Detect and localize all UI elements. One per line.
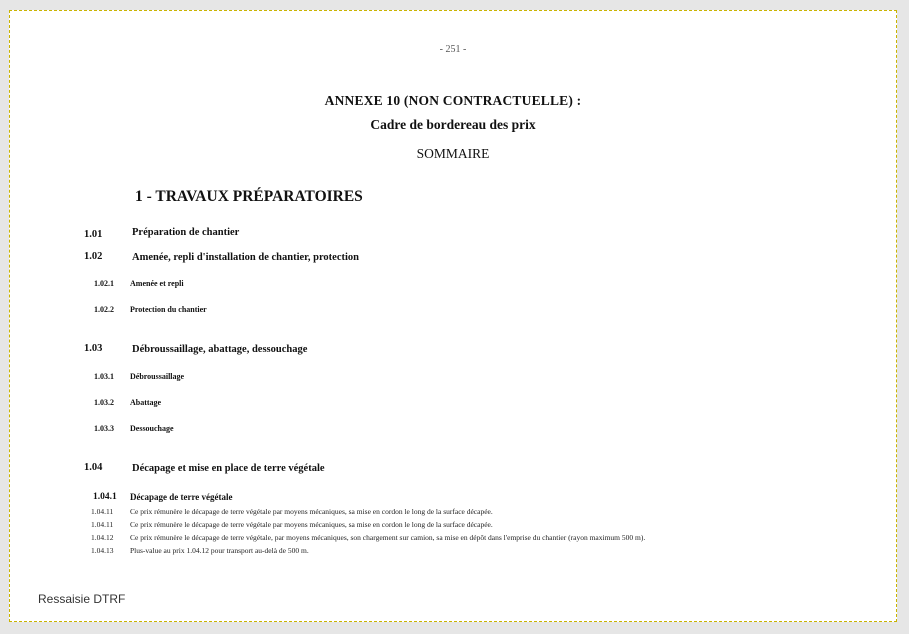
subitem-label: Décapage de terre végétale — [130, 492, 233, 502]
detail-number: 1.04.12 — [91, 533, 114, 542]
detail-number: 1.04.11 — [91, 507, 114, 516]
subitem-number: 1.02.1 — [94, 279, 114, 288]
footer-note: Ressaisie DTRF — [38, 592, 126, 606]
subitem-number: 1.03.2 — [94, 398, 114, 407]
detail-text: Ce prix rémunère le décapage de terre végétale par moyens mécaniques, sa mise en cordon le long de la surface décapée. — [130, 507, 493, 516]
document-page — [9, 10, 897, 622]
section-heading: 1 - TRAVAUX PRÉPARATOIRES — [135, 188, 363, 205]
detail-number: 1.04.11 — [91, 520, 114, 529]
subitem-label: Abattage — [130, 398, 162, 407]
detail-number: 1.04.13 — [91, 546, 114, 555]
subitem-label: Amenée et repli — [130, 279, 184, 288]
page-number: - 251 - — [439, 44, 467, 55]
summary-heading: SOMMAIRE — [416, 146, 490, 161]
subitem-label: Dessouchage — [130, 424, 174, 433]
subitem-label: Débroussaillage — [130, 372, 185, 381]
item-number: 1.04 — [84, 462, 103, 473]
subitem-number: 1.03.1 — [94, 372, 114, 381]
subitem-number: 1.02.2 — [94, 305, 114, 314]
detail-text: Plus-value au prix 1.04.12 pour transport au-delà de 500 m. — [130, 546, 309, 555]
item-label: Débroussaillage, abattage, dessouchage — [132, 344, 308, 355]
item-label: Amenée, repli d'installation de chantier, protection — [132, 252, 360, 263]
detail-text: Ce prix rémunère le décapage de terre végétale, par moyens mécaniques, son chargement sur camion, sa mise en dépôt dans l'emprise du chantier (rayon maximum 500 m). — [130, 533, 646, 542]
detail-text: Ce prix rémunère le décapage de terre végétale par moyens mécaniques, sa mise en cordon le long de la surface décapée. — [130, 520, 493, 529]
subitem-label: Protection du chantier — [130, 305, 207, 314]
subitem-number: 1.03.3 — [94, 424, 114, 433]
item-number: 1.02 — [84, 251, 103, 262]
subitem-number: 1.04.1 — [93, 492, 117, 502]
item-label: Préparation de chantier — [132, 227, 240, 238]
item-label: Décapage et mise en place de terre végétale — [132, 463, 325, 474]
item-number: 1.01 — [84, 229, 103, 240]
annex-subtitle: Cadre de bordereau des prix — [370, 117, 536, 132]
item-number: 1.03 — [84, 343, 103, 354]
annex-title: ANNEXE 10 (NON CONTRACTUELLE) : — [324, 93, 582, 108]
